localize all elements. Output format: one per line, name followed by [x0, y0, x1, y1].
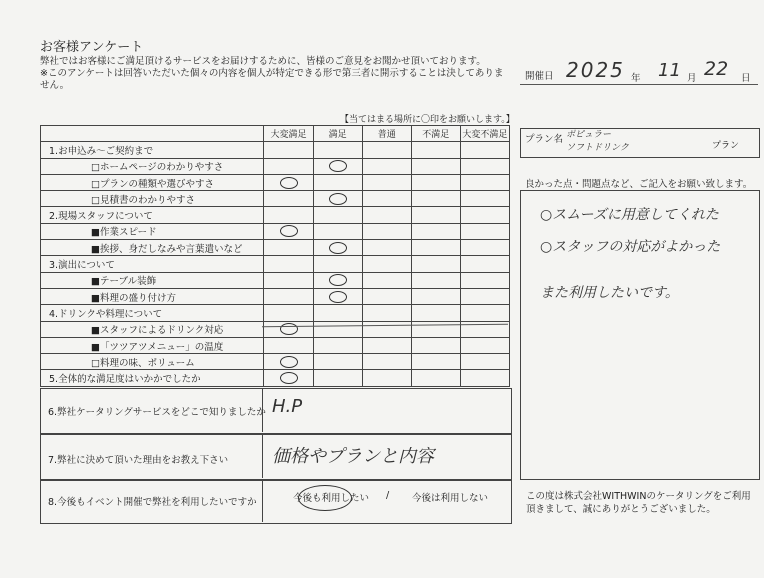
rating-cell [264, 370, 313, 386]
rating-cell [460, 354, 509, 370]
rating-item-label: □ホームページのわかりやすさ [41, 158, 264, 174]
section-heading: 4.ドリンクや料理について [41, 305, 264, 321]
circle-mark [280, 177, 298, 189]
circle-mark [280, 372, 298, 384]
rating-cell [460, 337, 509, 353]
rating-cell [362, 256, 411, 272]
plan-value-2: ソフトドリンク [566, 143, 629, 153]
rating-cell [460, 240, 509, 256]
rating-table [40, 125, 510, 387]
rating-cell [411, 288, 460, 304]
rating-cell [362, 207, 411, 223]
date-year-value: 2025 [566, 58, 625, 82]
rating-cell [460, 288, 509, 304]
rating-cell [313, 191, 362, 207]
comments-box [520, 190, 760, 480]
q8-selected-circle [298, 485, 352, 511]
rating-item-label: ■スタッフによるドリンク対応 [41, 321, 264, 337]
circle-mark [329, 291, 347, 303]
circle-mark [329, 274, 347, 286]
date-label: 開催日 [525, 71, 554, 82]
rating-row [41, 191, 510, 207]
rating-cell [411, 256, 460, 272]
rating-cell [362, 305, 411, 321]
comment-line-3: また利用したいです。 [540, 285, 679, 301]
date-month-unit: 月 [687, 73, 697, 84]
rating-row [41, 174, 510, 190]
rating-cell [264, 337, 313, 353]
rating-cell [264, 158, 313, 174]
rating-cell [313, 337, 362, 353]
circle-mark [280, 356, 298, 368]
circle-mark [329, 193, 347, 205]
rating-cell [313, 305, 362, 321]
rating-col-neutral: 普通 [362, 126, 411, 142]
rating-cell [362, 191, 411, 207]
rating-cell [362, 272, 411, 288]
rating-cell [362, 288, 411, 304]
rating-row [41, 354, 510, 370]
rating-cell [362, 337, 411, 353]
closing-message: この度は株式会社WITHWINのケータリングをご利用頂きまして、誠にありがとうございました。 [526, 491, 751, 515]
rating-cell [313, 321, 362, 337]
rating-cell [264, 288, 313, 304]
q7-label: 7.弊社に決めて頂いた理由をお教え下さい [48, 455, 229, 466]
rating-cell [362, 174, 411, 190]
rating-row [41, 305, 510, 321]
rating-cell [411, 174, 460, 190]
date-month-value: 11 [658, 60, 681, 81]
rating-cell [313, 288, 362, 304]
circle-mark [280, 225, 298, 237]
rating-col-very-satisfied: 大変満足 [264, 126, 313, 142]
rating-cell [411, 370, 460, 386]
q8-divider [262, 480, 263, 522]
rating-cell [460, 191, 509, 207]
q7-answer: 価格やプランと内容 [272, 446, 434, 467]
rating-cell [411, 142, 460, 158]
rating-item-label: □見積書のわかりやすさ [41, 191, 264, 207]
rating-cell [264, 174, 313, 190]
q8-option-yes: 今後も利用したい [293, 493, 370, 504]
intro-line-3: せん。 [40, 80, 70, 91]
rating-row [41, 337, 510, 353]
section-heading: 2.現場スタッフについて [41, 207, 264, 223]
rating-cell [313, 223, 362, 239]
rating-cell [313, 272, 362, 288]
rating-cell [264, 240, 313, 256]
comment-line-1: ○スムーズに用意してくれた [540, 207, 719, 223]
rating-cell [264, 223, 313, 239]
rating-row [41, 158, 510, 174]
rating-cell [362, 370, 411, 386]
comments-label: 良かった点・問題点など、ご記入をお願い致します。 [525, 179, 753, 190]
rating-cell [264, 272, 313, 288]
q8-separator: / [386, 490, 390, 501]
rating-row [41, 272, 510, 288]
rating-cell [411, 223, 460, 239]
rating-cell [313, 174, 362, 190]
rating-col-unsatisfied: 不満足 [411, 126, 460, 142]
rating-cell [313, 240, 362, 256]
q6-label: 6.弊社ケータリングサービスをどこで知りましたか [48, 407, 266, 418]
rating-header-blank [41, 126, 264, 142]
rating-row [41, 256, 510, 272]
rating-cell [313, 256, 362, 272]
q6-answer: H.P [272, 396, 303, 417]
rating-cell [362, 321, 411, 337]
q8-option-no: 今後は利用しない [412, 493, 489, 504]
rating-cell [362, 142, 411, 158]
rating-cell [362, 223, 411, 239]
rating-cell [313, 207, 362, 223]
rating-row [41, 142, 510, 158]
rating-cell [460, 223, 509, 239]
rating-header-row [41, 126, 510, 142]
rating-cell [313, 354, 362, 370]
rating-cell [411, 337, 460, 353]
rating-cell [264, 354, 313, 370]
section-heading: 5.全体的な満足度はいかかでしたか [41, 370, 264, 386]
rating-cell [411, 272, 460, 288]
rating-cell [264, 191, 313, 207]
rating-cell [264, 142, 313, 158]
rating-item-label: ■テーブル装飾 [41, 272, 264, 288]
rating-item-label: ■作業スピード [41, 223, 264, 239]
rating-cell [264, 305, 313, 321]
rating-cell [313, 158, 362, 174]
rating-cell [460, 370, 509, 386]
rating-cell [411, 158, 460, 174]
rating-cell [264, 321, 313, 337]
q8-label: 8.今後もイベント開催で弊社を利用したいですか [48, 497, 257, 508]
rating-cell [362, 354, 411, 370]
rating-item-label: ■料理の盛り付け方 [41, 288, 264, 304]
date-day-value: 22 [704, 58, 729, 80]
rating-row [41, 240, 510, 256]
plan-suffix: プラン [712, 141, 740, 151]
intro-line-1: 弊社ではお客様にご満足頂けるサービスをお届けするために、皆様のご意見をお聞かせ頂いております。 [40, 56, 486, 67]
rating-cell [411, 207, 460, 223]
rating-cell [460, 174, 509, 190]
form-title: お客様アンケート [40, 40, 144, 55]
rating-row [41, 207, 510, 223]
date-day-unit: 日 [741, 73, 751, 84]
rating-item-label: ■「ツツアツメニュー」の温度 [41, 337, 264, 353]
rating-cell [264, 207, 313, 223]
rating-cell [460, 272, 509, 288]
rating-cell [411, 305, 460, 321]
rating-row [41, 370, 510, 386]
instruction-text: 【当てはまる場所に〇印をお願いします。】 [340, 115, 515, 125]
q7-divider [262, 434, 263, 478]
rating-row [41, 223, 510, 239]
intro-line-2: ※このアンケートは回答いただいた個々の内容を個人が特定できる形で第三者に開示することは決してありま [40, 68, 504, 79]
rating-rows [41, 142, 510, 386]
rating-cell [264, 256, 313, 272]
circle-mark [329, 242, 347, 254]
rating-cell [313, 370, 362, 386]
rating-item-label: ■挨拶、身だしなみや言葉遣いなど [41, 240, 264, 256]
rating-col-satisfied: 満足 [313, 126, 362, 142]
rating-cell [460, 142, 509, 158]
rating-cell [460, 207, 509, 223]
section-heading: 1.お申込み～ご契約まで [41, 142, 264, 158]
rating-item-label: □プランの種類や選びやすさ [41, 174, 264, 190]
rating-cell [460, 305, 509, 321]
rating-col-very-unsatisfied: 大変不満足 [460, 126, 509, 142]
rating-cell [313, 142, 362, 158]
rating-row [41, 288, 510, 304]
comment-line-2: ○スタッフの対応がよかった [540, 239, 721, 255]
rating-cell [362, 240, 411, 256]
circle-mark [329, 160, 347, 172]
date-year-unit: 年 [631, 73, 641, 84]
rating-cell [411, 240, 460, 256]
intro-text [40, 56, 510, 92]
rating-cell [460, 256, 509, 272]
plan-value-1: ポピュラー [566, 130, 612, 140]
rating-cell [411, 354, 460, 370]
rating-item-label: □料理の味、ボリューム [41, 354, 264, 370]
rating-cell [411, 191, 460, 207]
rating-cell [362, 158, 411, 174]
rating-cell [460, 158, 509, 174]
section-heading: 3.演出について [41, 256, 264, 272]
plan-label: プラン名 [525, 134, 564, 145]
